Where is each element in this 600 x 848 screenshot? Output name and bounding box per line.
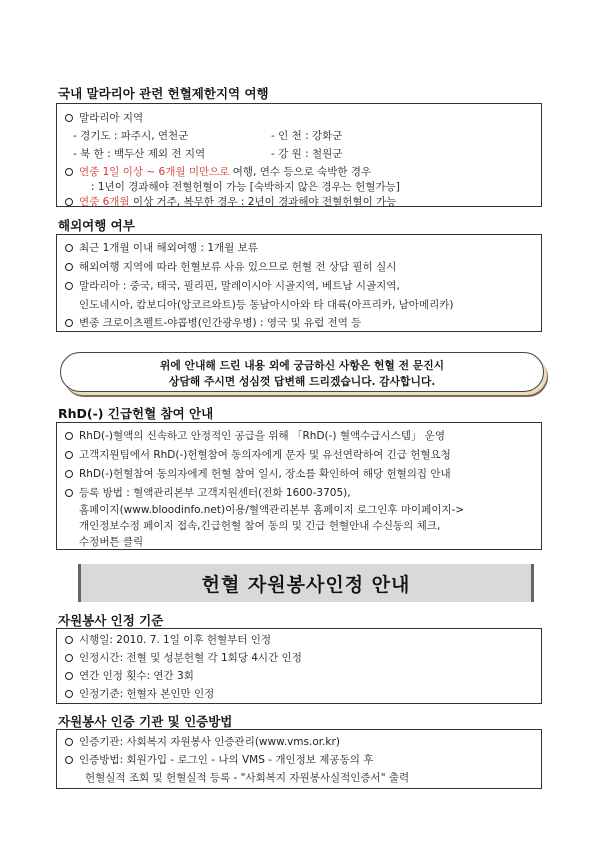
- overseas-item: 해외여행 지역에 따라 헌혈보류 사유 있으므로 헌혈 전 상담 필히 실시: [65, 259, 396, 274]
- rhd-item: RhD(-)혈액의 신속하고 안정적인 공급을 위해 「RhD(-) 혈액수급시스템」 운영: [65, 428, 445, 443]
- overseas-box: [56, 234, 542, 332]
- circle-bullet-icon: [65, 168, 73, 176]
- criteria-item: 인정기준: 헌혈자 본인만 인정: [65, 686, 214, 701]
- rhd-item: 고객지원팀에서 RhD(-)헌혈참여 동의자에게 문자 및 유선연락하여 긴급 헌혈요청: [65, 447, 451, 462]
- rhd-item: 등록 방법 : 혈액관리본부 고객지원센터(전화 1600-3705),: [65, 485, 351, 500]
- notice-callout: [60, 352, 544, 392]
- method-item: 인증방법: 회원가입 - 로그인 - 나의 VMS - 개인정보 제공동의 후: [65, 752, 373, 767]
- criteria-item: 연간 인정 횟수: 연간 3회: [65, 668, 194, 683]
- volunteer-method-heading: 자원봉사 인증 기관 및 인증방법: [58, 714, 233, 729]
- circle-bullet-icon: [65, 654, 73, 662]
- area-north-korea: - 북 한 : 백두산 제외 전 지역: [73, 148, 206, 160]
- circle-bullet-icon: [65, 470, 73, 478]
- circle-bullet-icon: [65, 451, 73, 459]
- circle-bullet-icon: [65, 244, 73, 252]
- malaria-area-item: 말라리아 지역: [65, 110, 143, 125]
- rhd-item: RhD(-)헌혈참여 동의자에게 헌혈 참여 일시, 장소를 확인하여 해당 헌혈의집 안내: [65, 466, 451, 481]
- malaria-rule-2: 연중 6개월 이상 거주, 복무한 경우 : 2년이 경과해야 전혈헌혈이 가능: [65, 194, 396, 209]
- overseas-item: 최근 1개월 이내 해외여행 : 1개월 보류: [65, 240, 258, 255]
- area-gyeonggi: - 경기도 : 파주시, 연천군: [73, 130, 189, 142]
- circle-bullet-icon: [65, 489, 73, 497]
- circle-bullet-icon: [65, 432, 73, 440]
- notice-line-1: 위에 안내해 드린 내용 외에 궁금하신 사항은 헌혈 전 문진시: [159, 359, 445, 372]
- method-item-cont: 헌혈실적 조회 및 헌혈실적 등록 - "사회복지 자원봉사실적인증서" 출력: [85, 772, 410, 784]
- rhd-item-cont: 수정버튼 클릭: [79, 536, 144, 548]
- overseas-item: 변종 크로이츠펠트-야콥병(인간광우병) : 영국 및 유럽 전역 등: [65, 315, 361, 330]
- circle-bullet-icon: [65, 738, 73, 746]
- volunteer-banner: [78, 564, 534, 602]
- rhd-item-cont: 홈페이지(www.bloodinfo.net)이용/혈액관리본부 홈페이지 로그인후 마이페이지->: [79, 504, 465, 516]
- volunteer-criteria-heading: 자원봉사 인정 기준: [58, 613, 164, 628]
- circle-bullet-icon: [65, 198, 73, 206]
- criteria-item: 시행일: 2010. 7. 1일 이후 헌혈부터 인정: [65, 632, 271, 647]
- rhd-heading: RhD(-) 긴급헌혈 참여 안내: [58, 406, 214, 421]
- notice-line-2: 상담해 주시면 성심껏 답변해 드리겠습니다. 감사합니다.: [168, 375, 436, 388]
- circle-bullet-icon: [65, 263, 73, 271]
- overseas-item: 말라리아 : 중국, 태국, 필리핀, 말레이시아 시골지역, 베트남 시골지역,: [65, 278, 400, 293]
- volunteer-method-box: [56, 729, 542, 789]
- volunteer-criteria-box: [56, 628, 542, 704]
- overseas-heading: 해외여행 여부: [58, 218, 135, 233]
- rhd-box: [56, 422, 542, 550]
- banner-title: 헌혈 자원봉사인정 안내: [201, 574, 411, 596]
- malaria-heading: 국내 말라리아 관련 헌혈제한지역 여행: [58, 86, 269, 101]
- malaria-rule-1: 연중 1일 이상 ~ 6개월 미만으로 여행, 연수 등으로 숙박한 경우: [65, 164, 371, 179]
- circle-bullet-icon: [65, 282, 73, 290]
- malaria-rule-1-cont: : 1년이 경과해야 전혈헌혈이 가능 [숙박하지 않은 경우는 헌혈가능]: [91, 181, 400, 193]
- rhd-item-cont: 개인정보수정 페이지 접속,긴급헌혈 참여 동의 및 긴급 헌혈안내 수신동의 체크,: [79, 520, 441, 532]
- circle-bullet-icon: [65, 690, 73, 698]
- circle-bullet-icon: [65, 672, 73, 680]
- circle-bullet-icon: [65, 636, 73, 644]
- circle-bullet-icon: [65, 114, 73, 122]
- area-incheon: - 인 천 : 강화군: [271, 130, 343, 142]
- circle-bullet-icon: [65, 756, 73, 764]
- method-item: 인증기관: 사회복지 자원봉사 인증관리(www.vms.or.kr): [65, 734, 340, 749]
- overseas-item-cont: 인도네시아, 캄보디아(앙코르와트)등 동남아시아와 타 대륙(아프리카, 남아메리카): [79, 299, 454, 311]
- circle-bullet-icon: [65, 319, 73, 327]
- criteria-item: 인정시간: 전혈 및 성분헌혈 각 1회당 4시간 인정: [65, 650, 302, 665]
- area-gangwon: - 강 원 : 철원군: [271, 148, 343, 160]
- malaria-box: [56, 103, 542, 207]
